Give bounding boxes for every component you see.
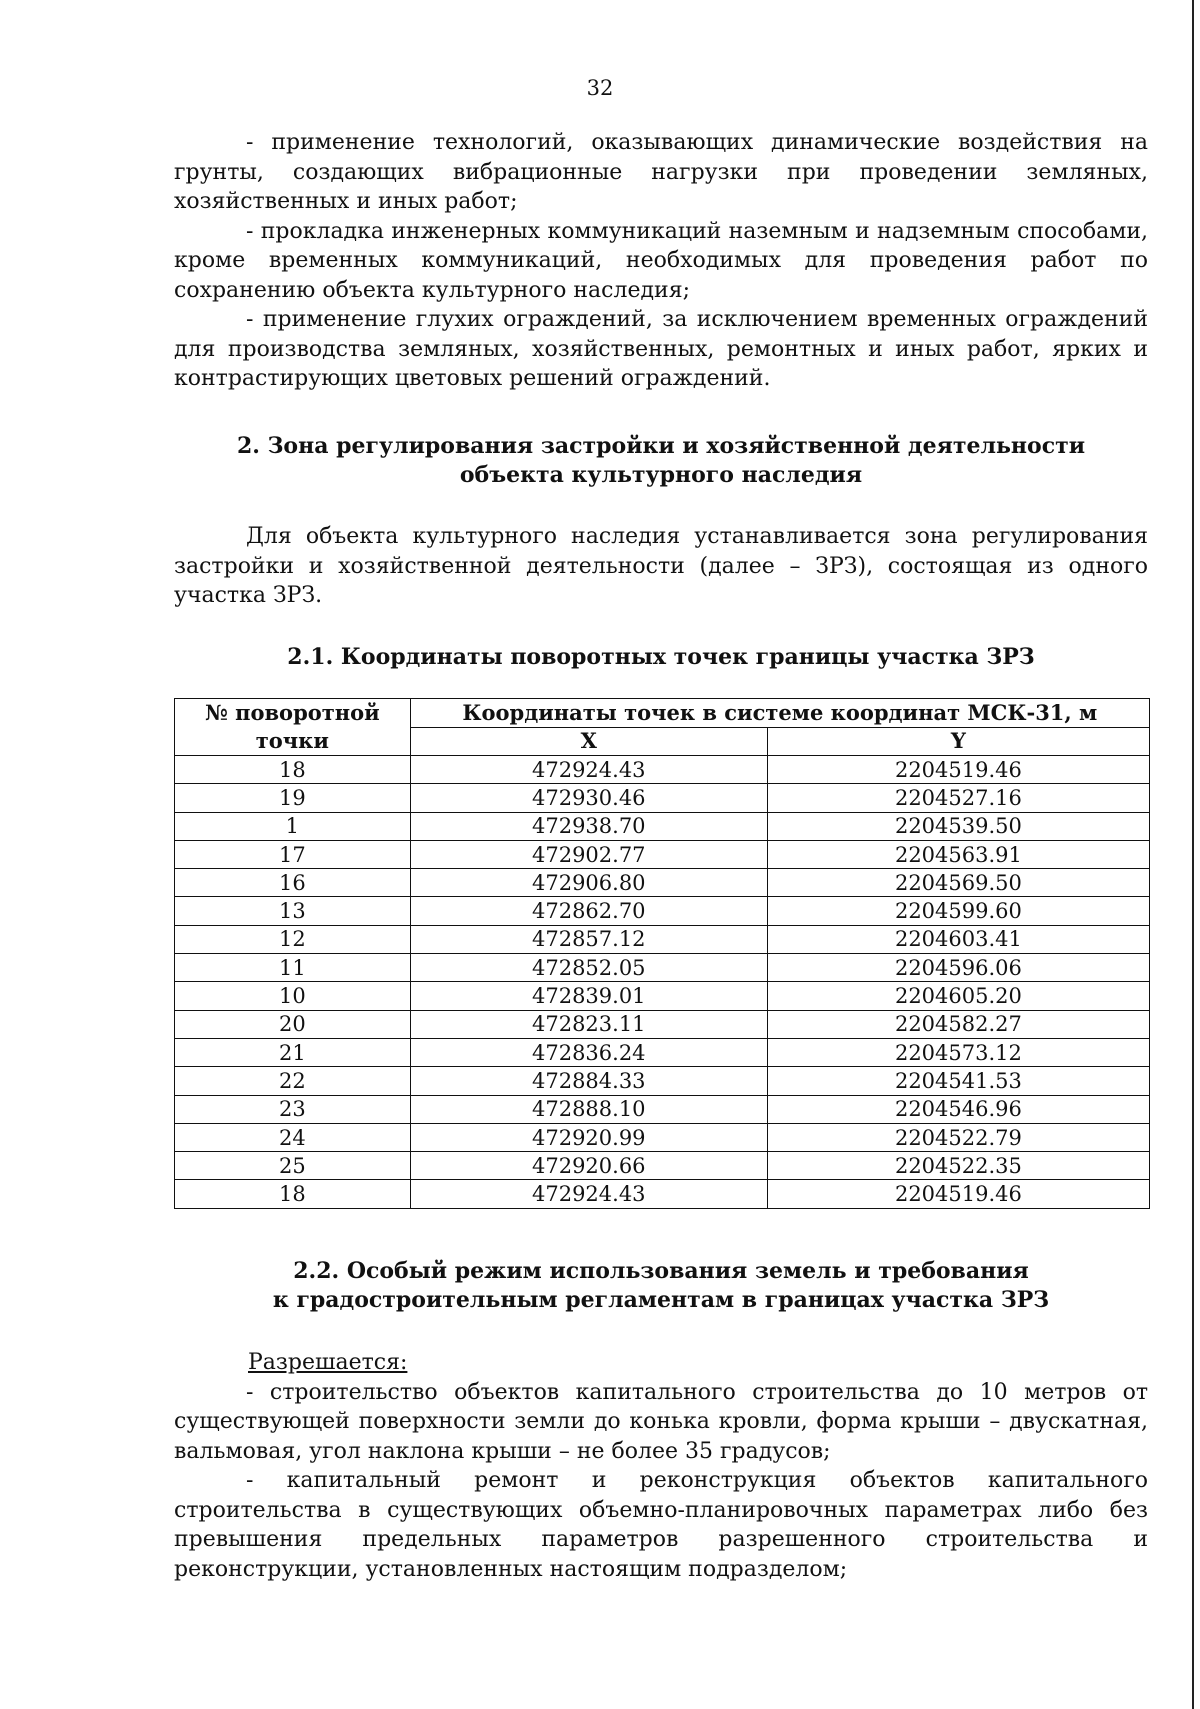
y-coordinate-cell: 2204522.79 xyxy=(767,1123,1149,1151)
section-2 xyxy=(174,432,1148,490)
x-coordinate-cell: 472930.46 xyxy=(410,784,767,812)
point-number-cell: 24 xyxy=(175,1123,411,1151)
y-coordinate-cell: 2204596.06 xyxy=(767,954,1149,982)
section-2-2-heading-line2: к градостроительным регламентам в границах участка ЗРЗ xyxy=(272,1287,1050,1313)
point-number-cell: 25 xyxy=(175,1152,411,1180)
section-2-heading-line2: объекта культурного наследия xyxy=(459,462,863,488)
list-item: - капитальный ремонт и реконструкция объектов капитального строительства в существующих объемно-планировочных параметрах либо без превышения предельных параметров разрешенного строительства и реконструкции, установленных настоящим подразделом; xyxy=(174,1468,1148,1582)
y-coordinate-cell: 2204519.46 xyxy=(767,756,1149,784)
x-coordinate-cell: 472857.12 xyxy=(410,925,767,953)
table-row xyxy=(175,869,1150,897)
x-coordinate-cell: 472924.43 xyxy=(410,1180,767,1208)
y-coordinate-cell: 2204541.53 xyxy=(767,1067,1149,1095)
table-row xyxy=(175,1152,1150,1180)
section-2-text-block xyxy=(174,522,1148,611)
section-2-heading-line1: 2. Зона регулирования застройки и хозяйственной деятельности xyxy=(236,433,1086,459)
section-2-text: Для объекта культурного наследия устанавливается зона регулирования застройки и хозяйственной деятельности (далее – ЗРЗ), состоящая из одного участка ЗРЗ. xyxy=(174,524,1148,608)
y-coordinate-cell: 2204522.35 xyxy=(767,1152,1149,1180)
x-coordinate-cell: 472836.24 xyxy=(410,1038,767,1066)
section-2-2 xyxy=(174,1257,1148,1315)
x-coordinate-cell: 472924.43 xyxy=(410,756,767,784)
point-number-cell: 11 xyxy=(175,954,411,982)
list-item: - прокладка инженерных коммуникаций наземным и надземным способами, кроме временных коммуникаций, необходимых для проведения работ по сохранению объекта культурного наследия; xyxy=(174,218,1148,303)
coordinates-table-body xyxy=(175,756,1150,1209)
top-list xyxy=(174,128,1148,394)
point-number-cell: 21 xyxy=(175,1038,411,1066)
y-coordinate-cell: 2204519.46 xyxy=(767,1180,1149,1208)
coordinates-table xyxy=(174,698,1150,1209)
allowed-label-line xyxy=(174,1348,1148,1378)
coordinates-table-wrap xyxy=(174,698,1148,1209)
table-row xyxy=(175,954,1150,982)
point-number-cell: 18 xyxy=(175,1180,411,1208)
table-row xyxy=(175,840,1150,868)
allowed-label: Разрешается: xyxy=(248,1350,408,1375)
page-number: 32 xyxy=(586,76,614,100)
point-number-cell: 12 xyxy=(175,925,411,953)
section-2-2-body xyxy=(174,1348,1148,1584)
x-coordinate-cell: 472888.10 xyxy=(410,1095,767,1123)
point-number-cell: 10 xyxy=(175,982,411,1010)
point-number-cell: 18 xyxy=(175,756,411,784)
point-number-cell: 13 xyxy=(175,897,411,925)
point-number-cell: 23 xyxy=(175,1095,411,1123)
x-coordinate-cell: 472839.01 xyxy=(410,982,767,1010)
section-2-2-heading-line1: 2.2. Особый режим использования земель и требования xyxy=(293,1258,1029,1284)
point-number-cell: 16 xyxy=(175,869,411,897)
table-row xyxy=(175,1180,1150,1208)
y-coordinate-cell: 2204605.20 xyxy=(767,982,1149,1010)
point-number-cell: 19 xyxy=(175,784,411,812)
table-row xyxy=(175,756,1150,784)
y-coordinate-cell: 2204569.50 xyxy=(767,869,1149,897)
x-coordinate-cell: 472920.66 xyxy=(410,1152,767,1180)
point-number-cell: 17 xyxy=(175,840,411,868)
x-coordinate-cell: 472852.05 xyxy=(410,954,767,982)
y-coordinate-cell: 2204539.50 xyxy=(767,812,1149,840)
table-row xyxy=(175,897,1150,925)
section-2-1 xyxy=(174,643,1148,672)
x-coordinate-cell: 472906.80 xyxy=(410,869,767,897)
table-row xyxy=(175,1010,1150,1038)
table-row xyxy=(175,925,1150,953)
y-coordinate-cell: 2204563.91 xyxy=(767,840,1149,868)
table-row xyxy=(175,1095,1150,1123)
y-coordinate-cell: 2204573.12 xyxy=(767,1038,1149,1066)
col-x-header: X xyxy=(410,727,767,756)
table-row xyxy=(175,1038,1150,1066)
x-coordinate-cell: 472902.77 xyxy=(410,840,767,868)
point-number-cell: 20 xyxy=(175,1010,411,1038)
y-coordinate-cell: 2204527.16 xyxy=(767,784,1149,812)
page-edge-line xyxy=(1192,0,1194,1709)
table-row xyxy=(175,1123,1150,1151)
list-item: - применение технологий, оказывающих динамические воздействия на грунты, создающих вибрационные нагрузки при проведении земляных, хозяйственных и иных работ; xyxy=(174,130,1148,214)
list-item: - строительство объектов капитального строительства до 10 метров от существующей поверхности земли до конька кровли, форма крыши – двускатная, вальмовая, угол наклона крыши – не более 35 градусов; xyxy=(174,1379,1148,1464)
x-coordinate-cell: 472938.70 xyxy=(410,812,767,840)
table-row xyxy=(175,1067,1150,1095)
x-coordinate-cell: 472823.11 xyxy=(410,1010,767,1038)
table-row xyxy=(175,812,1150,840)
y-coordinate-cell: 2204546.96 xyxy=(767,1095,1149,1123)
section-2-1-heading: 2.1. Координаты поворотных точек границы участка ЗРЗ xyxy=(287,644,1035,670)
y-coordinate-cell: 2204582.27 xyxy=(767,1010,1149,1038)
col-point-number-header: № поворотной точки xyxy=(175,699,411,756)
col-coordinates-group-header: Координаты точек в системе координат МСК-31, м xyxy=(410,699,1149,728)
table-row xyxy=(175,784,1150,812)
table-row xyxy=(175,982,1150,1010)
x-coordinate-cell: 472884.33 xyxy=(410,1067,767,1095)
y-coordinate-cell: 2204599.60 xyxy=(767,897,1149,925)
list-item: - применение глухих ограждений, за исключением временных ограждений для производства земляных, хозяйственных, ремонтных и иных работ, ярких и контрастирующих цветовых решений ограждений. xyxy=(174,307,1148,391)
col-y-header: Y xyxy=(767,727,1149,756)
y-coordinate-cell: 2204603.41 xyxy=(767,925,1149,953)
point-number-cell: 1 xyxy=(175,812,411,840)
point-number-cell: 22 xyxy=(175,1067,411,1095)
x-coordinate-cell: 472920.99 xyxy=(410,1123,767,1151)
x-coordinate-cell: 472862.70 xyxy=(410,897,767,925)
